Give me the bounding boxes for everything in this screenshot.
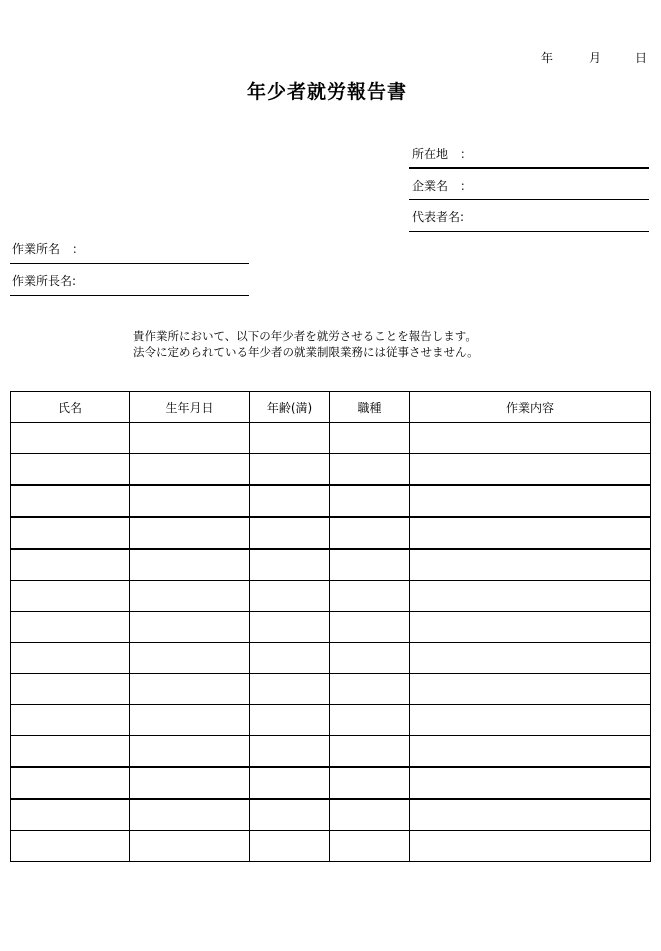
- cell-work-content[interactable]: [410, 705, 651, 736]
- cell-occupation[interactable]: [330, 736, 410, 768]
- cell-birthdate[interactable]: [130, 485, 250, 517]
- table-row: [11, 767, 651, 799]
- header-work-content: 作業内容: [410, 392, 651, 423]
- representative-label: 代表者名:: [412, 210, 465, 224]
- cell-name[interactable]: [11, 517, 130, 549]
- body-text-line-1: 貴作業所において、以下の年少者を就労させることを報告します。: [133, 329, 477, 343]
- cell-name[interactable]: [11, 705, 130, 736]
- table-row: [11, 581, 651, 612]
- cell-occupation[interactable]: [330, 549, 410, 581]
- cell-birthdate[interactable]: [130, 674, 250, 705]
- cell-birthdate[interactable]: [130, 517, 250, 549]
- cell-birthdate[interactable]: [130, 767, 250, 799]
- cell-work-content[interactable]: [410, 485, 651, 517]
- cell-birthdate[interactable]: [130, 612, 250, 643]
- cell-name[interactable]: [11, 767, 130, 799]
- cell-age[interactable]: [250, 454, 330, 486]
- cell-work-content[interactable]: [410, 454, 651, 486]
- cell-age[interactable]: [250, 581, 330, 612]
- table-row: [11, 517, 651, 549]
- location-underline: [409, 167, 649, 169]
- cell-occupation[interactable]: [330, 799, 410, 831]
- roster-table: [10, 391, 651, 862]
- site-manager-label: 作業所長名:: [12, 274, 77, 288]
- cell-age[interactable]: [250, 767, 330, 799]
- table-row: [11, 674, 651, 705]
- cell-name[interactable]: [11, 643, 130, 674]
- cell-work-content[interactable]: [410, 736, 651, 768]
- cell-birthdate[interactable]: [130, 799, 250, 831]
- cell-occupation[interactable]: [330, 674, 410, 705]
- month-label: 月: [589, 51, 602, 65]
- roster-body: [11, 423, 651, 862]
- site-name-underline: [10, 263, 249, 264]
- cell-name[interactable]: [11, 454, 130, 486]
- cell-work-content[interactable]: [410, 643, 651, 674]
- location-label: 所在地 ：: [412, 147, 473, 161]
- year-label: 年: [541, 51, 554, 65]
- cell-occupation[interactable]: [330, 581, 410, 612]
- cell-occupation[interactable]: [330, 612, 410, 643]
- cell-work-content[interactable]: [410, 423, 651, 454]
- cell-birthdate[interactable]: [130, 736, 250, 768]
- cell-work-content[interactable]: [410, 831, 651, 862]
- body-text-line-2: 法令に定められている年少者の就業制限業務には従事させません。: [133, 345, 479, 359]
- cell-name[interactable]: [11, 831, 130, 862]
- cell-work-content[interactable]: [410, 517, 651, 549]
- cell-name[interactable]: [11, 423, 130, 454]
- cell-occupation[interactable]: [330, 517, 410, 549]
- cell-name[interactable]: [11, 736, 130, 768]
- cell-occupation[interactable]: [330, 767, 410, 799]
- cell-occupation[interactable]: [330, 705, 410, 736]
- table-row: [11, 423, 651, 454]
- table-row: [11, 705, 651, 736]
- day-label: 日: [635, 51, 648, 65]
- site-manager-underline: [10, 295, 249, 296]
- cell-age[interactable]: [250, 612, 330, 643]
- table-header-row: [11, 392, 651, 423]
- cell-occupation[interactable]: [330, 831, 410, 862]
- company-name-label: 企業名 ：: [412, 179, 473, 193]
- cell-work-content[interactable]: [410, 674, 651, 705]
- cell-occupation[interactable]: [330, 454, 410, 486]
- table-row: [11, 612, 651, 643]
- cell-name[interactable]: [11, 799, 130, 831]
- cell-occupation[interactable]: [330, 485, 410, 517]
- cell-age[interactable]: [250, 517, 330, 549]
- cell-age[interactable]: [250, 799, 330, 831]
- cell-work-content[interactable]: [410, 612, 651, 643]
- header-name: 氏名: [11, 392, 130, 423]
- cell-work-content[interactable]: [410, 799, 651, 831]
- table-row: [11, 549, 651, 581]
- cell-birthdate[interactable]: [130, 705, 250, 736]
- cell-age[interactable]: [250, 485, 330, 517]
- header-occupation: 職種: [330, 392, 410, 423]
- cell-work-content[interactable]: [410, 549, 651, 581]
- cell-name[interactable]: [11, 485, 130, 517]
- date-line: [0, 49, 661, 65]
- cell-age[interactable]: [250, 549, 330, 581]
- cell-name[interactable]: [11, 674, 130, 705]
- cell-name[interactable]: [11, 549, 130, 581]
- header-age: 年齢(満): [250, 392, 330, 423]
- site-name-label: 作業所名 ：: [12, 242, 85, 256]
- cell-birthdate[interactable]: [130, 643, 250, 674]
- company-name-underline: [409, 199, 649, 200]
- representative-underline: [409, 231, 649, 232]
- page-title: 年少者就労報告書: [247, 81, 408, 103]
- header-birthdate: 生年月日: [130, 392, 250, 423]
- cell-name[interactable]: [11, 581, 130, 612]
- cell-work-content[interactable]: [410, 767, 651, 799]
- cell-work-content[interactable]: [410, 581, 651, 612]
- table-row: [11, 485, 651, 517]
- cell-occupation[interactable]: [330, 643, 410, 674]
- table-row: [11, 831, 651, 862]
- table-row: [11, 736, 651, 768]
- cell-age[interactable]: [250, 643, 330, 674]
- cell-age[interactable]: [250, 736, 330, 768]
- body-text: [133, 328, 479, 360]
- table-row: [11, 799, 651, 831]
- cell-age[interactable]: [250, 705, 330, 736]
- cell-age[interactable]: [250, 674, 330, 705]
- table-row: [11, 454, 651, 486]
- table-row: [11, 643, 651, 674]
- cell-birthdate[interactable]: [130, 423, 250, 454]
- cell-name[interactable]: [11, 612, 130, 643]
- cell-age[interactable]: [250, 831, 330, 862]
- cell-birthdate[interactable]: [130, 454, 250, 486]
- cell-age[interactable]: [250, 423, 330, 454]
- cell-birthdate[interactable]: [130, 831, 250, 862]
- cell-birthdate[interactable]: [130, 581, 250, 612]
- cell-occupation[interactable]: [330, 423, 410, 454]
- cell-birthdate[interactable]: [130, 549, 250, 581]
